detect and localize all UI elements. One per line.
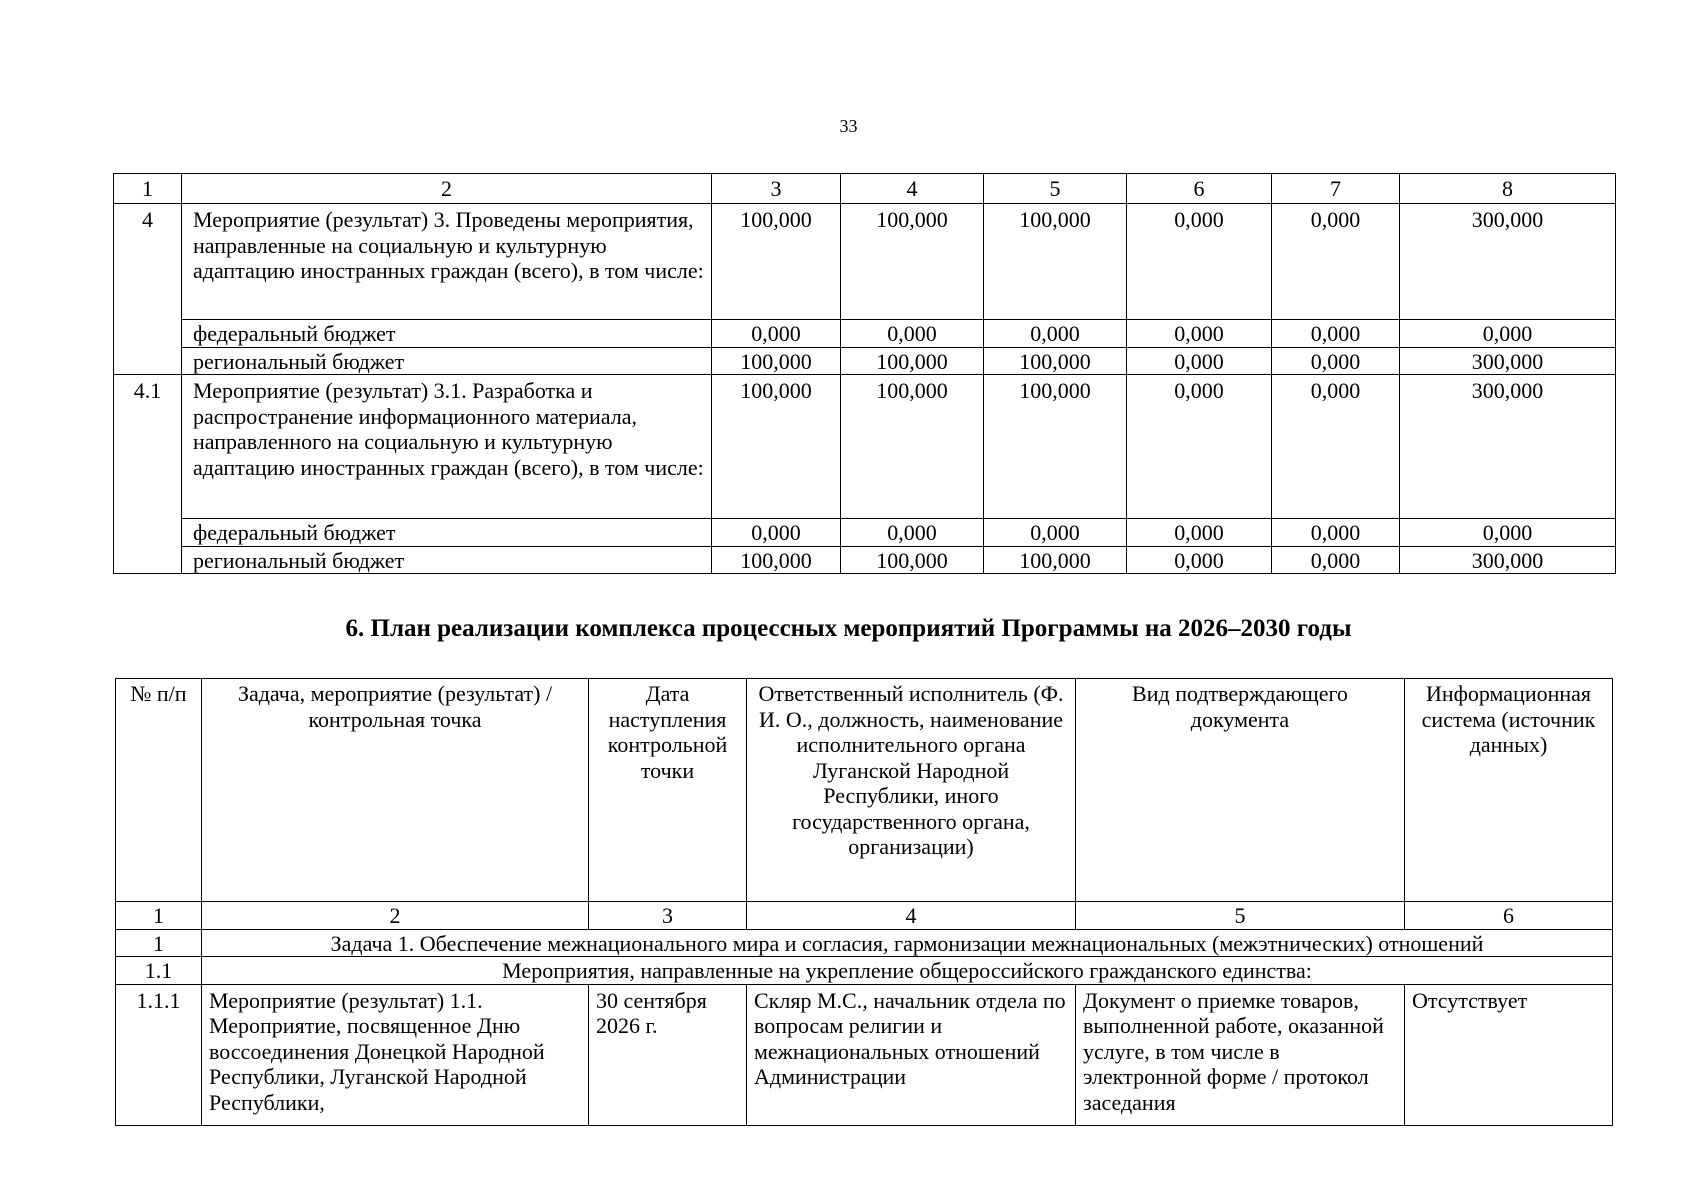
system-cell: Отсутствует	[1405, 984, 1613, 1125]
value-cell: 100,000	[984, 375, 1127, 519]
column-number: 3	[712, 174, 841, 204]
table-row	[114, 375, 1616, 519]
funding-table-header-row	[114, 174, 1616, 204]
task-number: 1	[116, 929, 202, 957]
date-cell: 30 сентября 2026 г.	[589, 984, 747, 1125]
row-number: 4.1	[114, 375, 182, 574]
value-cell: 0,000	[1127, 519, 1272, 547]
value-cell: 0,000	[1127, 347, 1272, 375]
table-row	[116, 984, 1613, 1125]
plan-column-numbers-row	[116, 902, 1613, 930]
column-number: 4	[841, 174, 984, 204]
row-number: 1.1.1	[116, 984, 202, 1125]
value-cell: 0,000	[841, 519, 984, 547]
total-cell: 300,000	[1400, 347, 1616, 375]
value-cell: 0,000	[712, 519, 841, 547]
value-cell: 100,000	[841, 375, 984, 519]
value-cell: 100,000	[712, 347, 841, 375]
table-row	[114, 320, 1616, 348]
table-row	[114, 546, 1616, 574]
subtask-row	[116, 957, 1613, 985]
total-cell: 0,000	[1400, 519, 1616, 547]
budget-label: федеральный бюджет	[182, 519, 712, 547]
budget-label: региональный бюджет	[182, 546, 712, 574]
column-header-document: Вид подтверждающего документа	[1076, 679, 1405, 902]
task-title: Задача 1. Обеспечение межнационального мира и согласия, гармонизации межнациональных (межэтнических) отношений	[202, 929, 1613, 957]
value-cell: 0,000	[712, 320, 841, 348]
funding-table	[113, 173, 1616, 574]
value-cell: 0,000	[1272, 347, 1400, 375]
value-cell: 0,000	[1127, 546, 1272, 574]
value-cell: 100,000	[841, 204, 984, 320]
section-title: 6. План реализации комплекса процессных мероприятий Программы на 2026–2030 годы	[345, 615, 1352, 642]
plan-header-row	[116, 679, 1613, 902]
page-number: 33	[839, 116, 858, 136]
activity-label: Мероприятие (результат) 3.1. Разработка и распространение информационного материала, направленного на социальную и культурную адаптацию иностранных граждан (всего), в том числе:	[182, 375, 712, 519]
value-cell: 100,000	[712, 204, 841, 320]
total-cell: 0,000	[1400, 320, 1616, 348]
implementation-plan-table	[115, 678, 1613, 1126]
row-number: 4	[114, 204, 182, 375]
column-number: 2	[182, 174, 712, 204]
value-cell: 0,000	[1127, 204, 1272, 320]
subtask-number: 1.1	[116, 957, 202, 985]
budget-label: региональный бюджет	[182, 347, 712, 375]
value-cell: 100,000	[984, 546, 1127, 574]
value-cell: 100,000	[712, 375, 841, 519]
column-header-responsible: Ответственный исполнитель (Ф. И. О., должность, наименование исполнительного органа Луганской Народной Республики, иного государственного органа, организации)	[747, 679, 1076, 902]
value-cell: 0,000	[1272, 375, 1400, 519]
value-cell: 0,000	[1272, 546, 1400, 574]
value-cell: 0,000	[1272, 519, 1400, 547]
column-number: 7	[1272, 174, 1400, 204]
value-cell: 0,000	[1272, 320, 1400, 348]
column-header-number: № п/п	[116, 679, 202, 902]
value-cell: 0,000	[841, 320, 984, 348]
table-row	[114, 519, 1616, 547]
column-header-date: Дата наступления контрольной точки	[589, 679, 747, 902]
value-cell: 100,000	[984, 347, 1127, 375]
subtask-title: Мероприятия, направленные на укрепление общероссийского гражданского единства:	[202, 957, 1613, 985]
value-cell: 100,000	[841, 347, 984, 375]
activity-cell: Мероприятие (результат) 1.1. Мероприятие, посвященное Дню воссоединения Донецкой Народной Республики, Луганской Народной Республики,	[202, 984, 589, 1125]
value-cell: 100,000	[984, 204, 1127, 320]
column-number: 4	[747, 902, 1076, 930]
responsible-cell: Скляр М.С., начальник отдела по вопросам религии и межнациональных отношений Администрации	[747, 984, 1076, 1125]
column-number: 8	[1400, 174, 1616, 204]
value-cell: 0,000	[984, 519, 1127, 547]
column-number: 5	[1076, 902, 1405, 930]
column-number: 2	[202, 902, 589, 930]
table-row	[114, 204, 1616, 320]
column-number: 1	[116, 902, 202, 930]
total-cell: 300,000	[1400, 375, 1616, 519]
task-row	[116, 929, 1613, 957]
total-cell: 300,000	[1400, 204, 1616, 320]
column-header-task: Задача, мероприятие (результат) / контрольная точка	[202, 679, 589, 902]
value-cell: 0,000	[984, 320, 1127, 348]
column-number: 3	[589, 902, 747, 930]
column-header-system: Информационная система (источник данных)	[1405, 679, 1613, 902]
total-cell: 300,000	[1400, 546, 1616, 574]
value-cell: 0,000	[1127, 320, 1272, 348]
value-cell: 100,000	[841, 546, 984, 574]
value-cell: 100,000	[712, 546, 841, 574]
budget-label: федеральный бюджет	[182, 320, 712, 348]
value-cell: 0,000	[1127, 375, 1272, 519]
column-number: 6	[1127, 174, 1272, 204]
activity-label: Мероприятие (результат) 3. Проведены мероприятия, направленные на социальную и культурную адаптацию иностранных граждан (всего), в том числе:	[182, 204, 712, 320]
column-number: 6	[1405, 902, 1613, 930]
table-row	[114, 347, 1616, 375]
value-cell: 0,000	[1272, 204, 1400, 320]
column-number: 5	[984, 174, 1127, 204]
column-number: 1	[114, 174, 182, 204]
document-cell: Документ о приемке товаров, выполненной работе, оказанной услуге, в том числе в электронной форме / протокол заседания	[1076, 984, 1405, 1125]
